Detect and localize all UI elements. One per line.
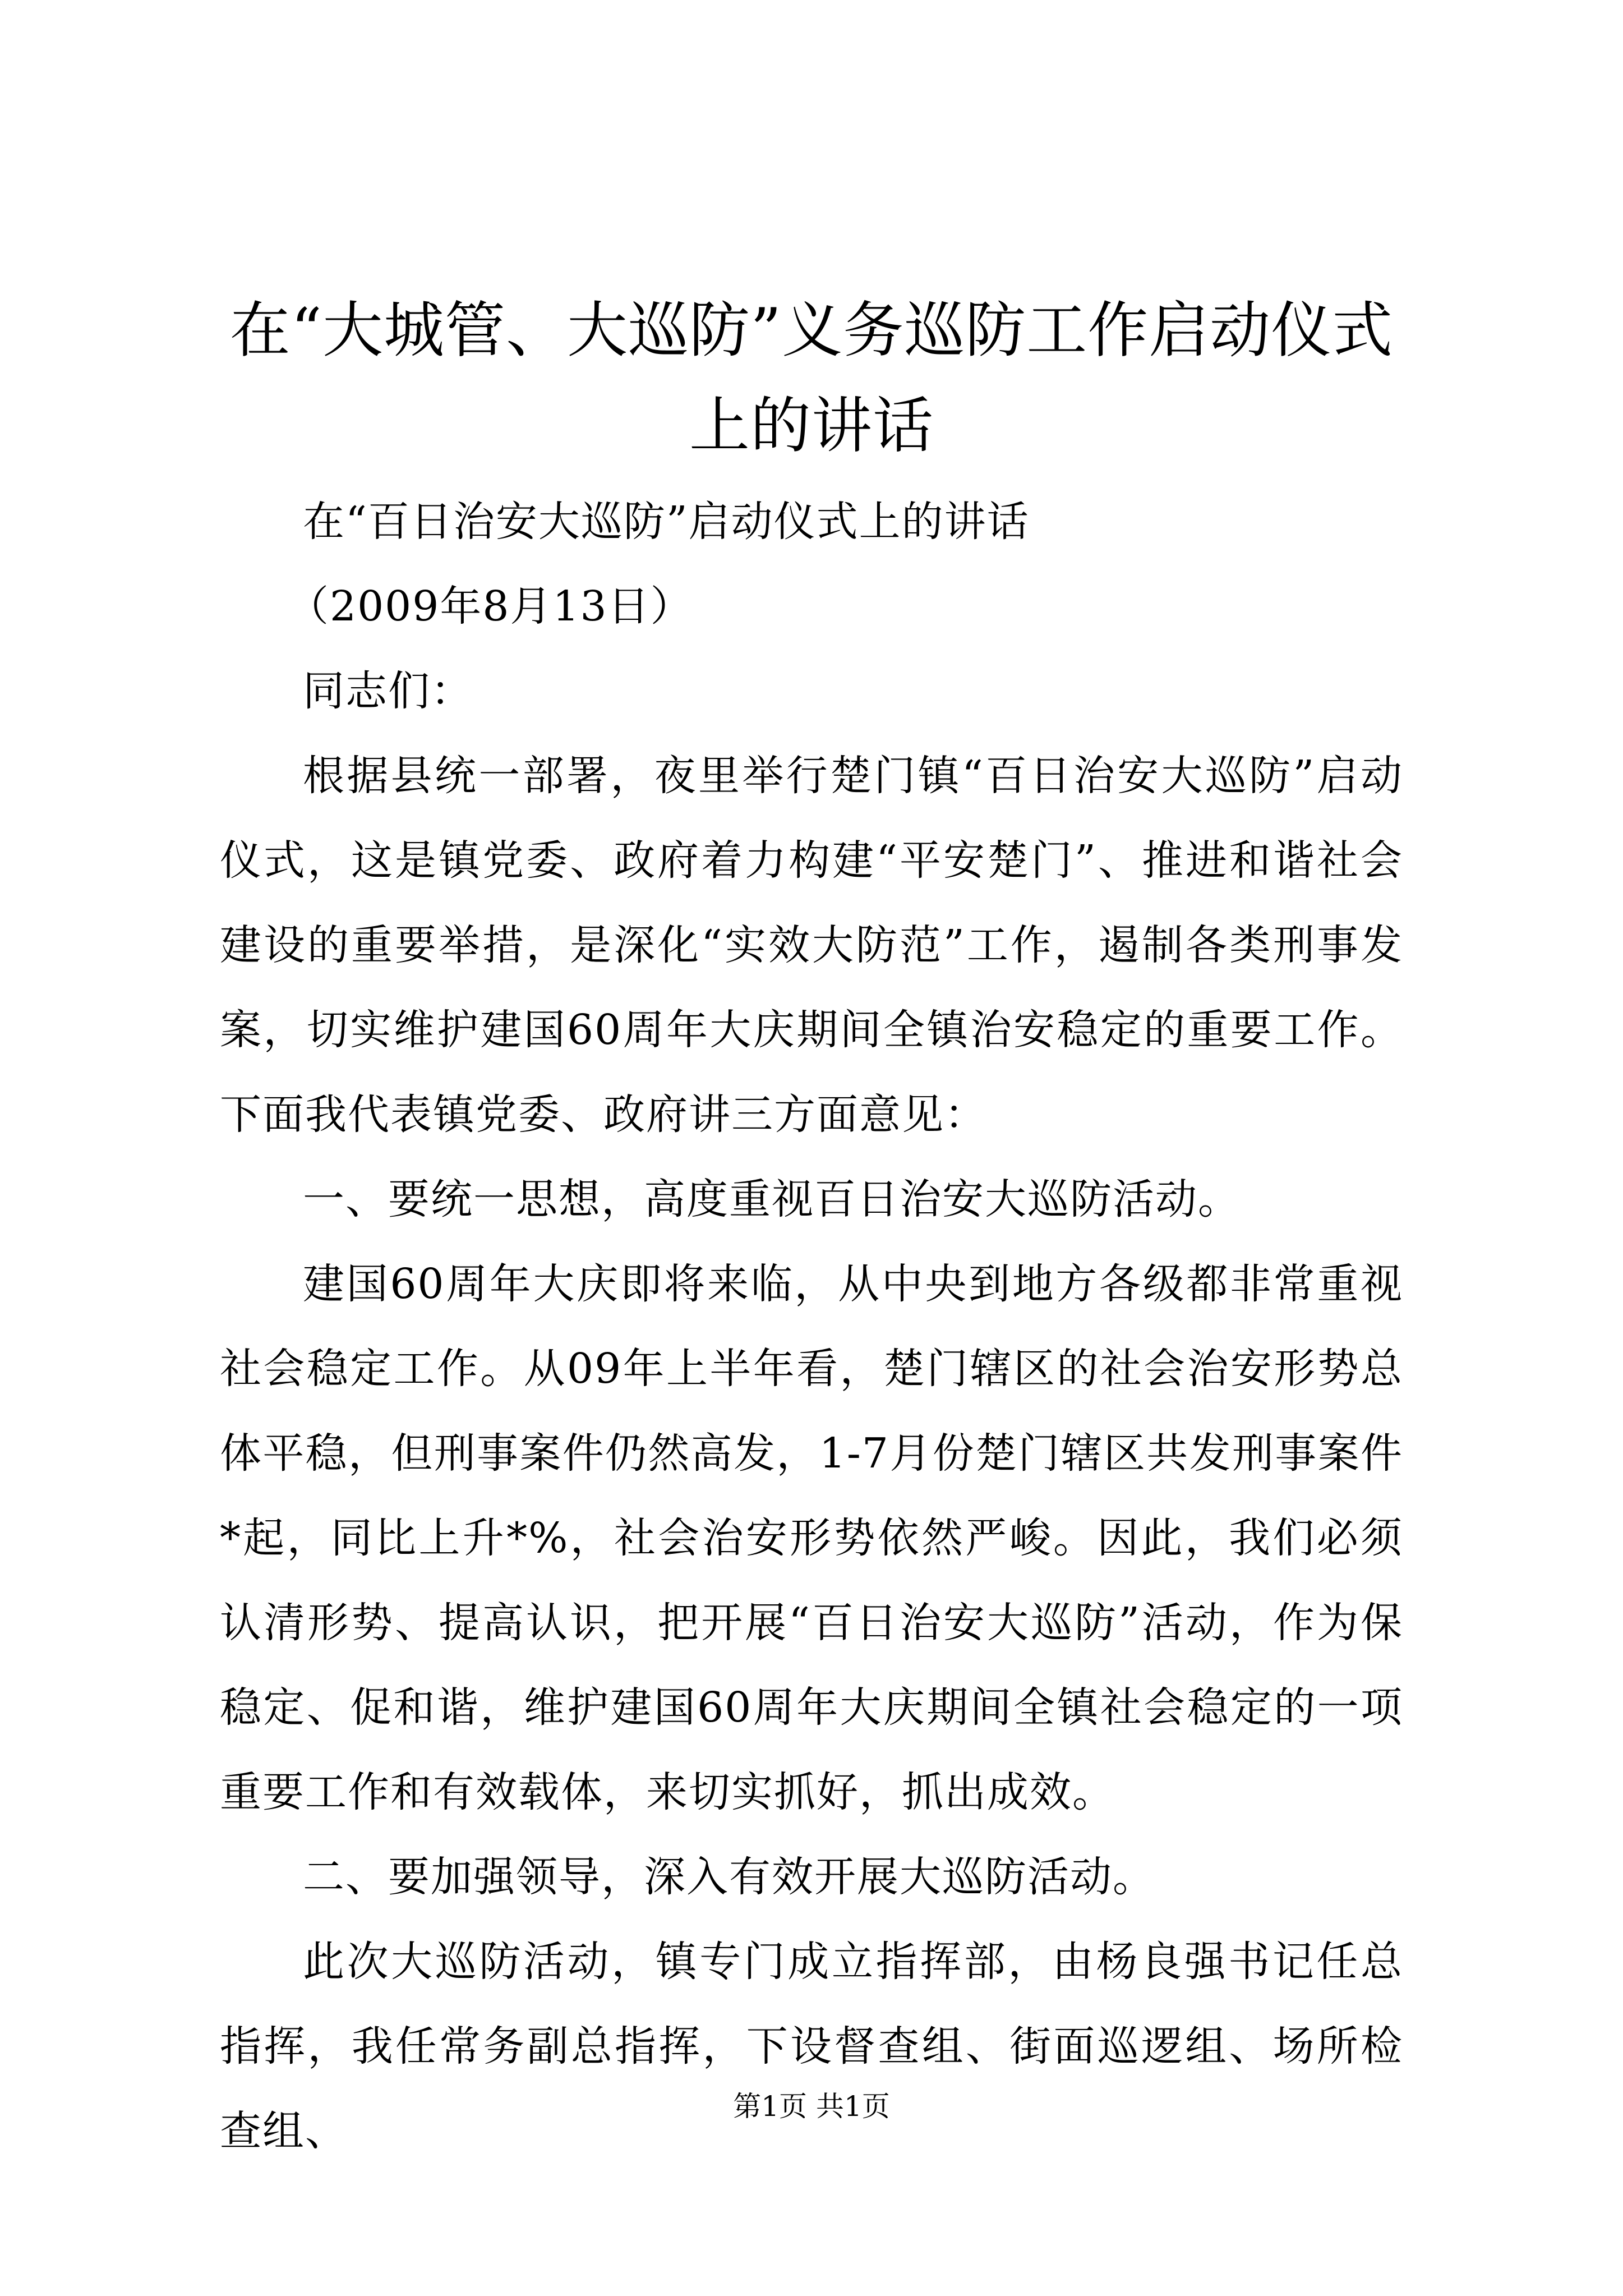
date-paragraph: （2009年8月13日）	[287, 582, 693, 631]
section-heading: 二、要加强领导，深入有效开展大巡防活动。	[303, 1853, 1155, 1901]
section-heading: 一、要统一思想，高度重视百日治安大巡防活动。	[303, 1175, 1241, 1223]
subtitle-paragraph: 在“百日治安大巡防”启动仪式上的讲话	[303, 498, 1030, 546]
body-paragraph: 建国60周年大庆即将来临，从中央到地方各级都非常重视社会稳定工作。从09年上半年看，楚门辖区的社会治安形势总体平稳，但刑事案件仍然高发，1-7月份楚门辖区共发刑事案件*起，同比上升*%，社会治安形势依然严峻。因此，我们必须认清形势、提高认识，把开展“百日治安大巡防”活动，作为保稳定、促和谐，维护建国60周年大庆期间全镇社会稳定的一项重要工作和有效载体，来切实抓好，抓出成效。	[220, 1260, 1403, 1816]
body-paragraph: 根据县统一部署，夜里举行楚门镇“百日治安大巡防”启动仪式，这是镇党委、政府着力构建“平安楚门”、推进和谐社会建设的重要举措，是深化“实效大防范”工作，遏制各类刑事发案，切实维护建国60周年大庆期间全镇治安稳定的重要工作。下面我代表镇党委、政府讲三方面意见：	[220, 752, 1403, 1139]
body-paragraph: 此次大巡防活动，镇专门成立指挥部，由杨良强书记任总指挥，我任常务副总指挥，下设督查组、街面巡逻组、场所检查组、	[220, 1938, 1403, 2155]
document-title: 在“大城管、大巡防”义务巡防工作启动仪式上的讲话	[229, 296, 1394, 461]
salutation-paragraph: 同志们：	[303, 667, 473, 715]
document-content	[220, 283, 1403, 2174]
document-body	[220, 480, 1403, 2174]
page-footer: 第1页 共1页	[733, 2090, 890, 2123]
